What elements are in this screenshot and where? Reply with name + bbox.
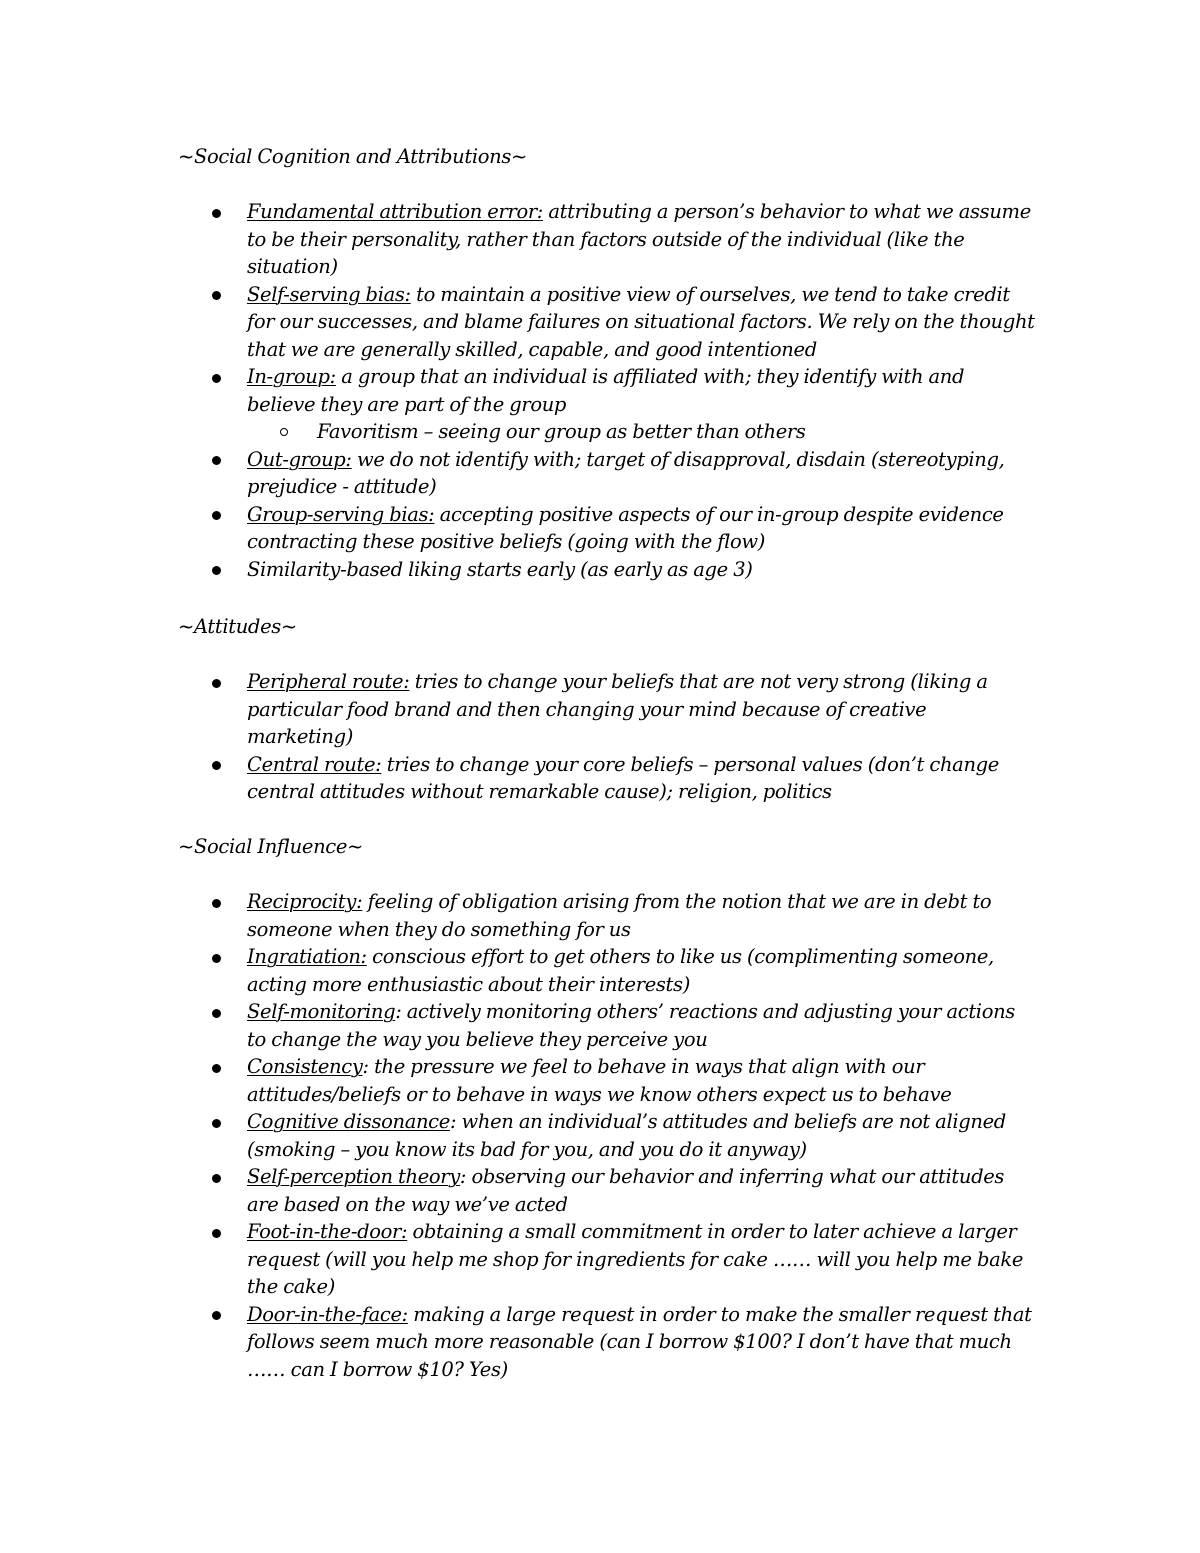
bullet-icon <box>212 1311 221 1320</box>
list-item <box>0 1053 1037 1108</box>
definition-text: feeling of obligation arising from the notion that we are in debt to someone when they do something for us <box>247 890 992 941</box>
definition-text: attributing a person’s behavior to what we assume to be their personality, rather than factors outside of the individual (like the situation) <box>247 200 1031 278</box>
list-item <box>0 556 1037 584</box>
bullet-icon <box>212 566 221 575</box>
bullet-icon <box>212 679 221 688</box>
bullet-icon <box>212 1174 221 1183</box>
bullet-icon <box>212 1229 221 1238</box>
term-label: Group-serving bias: <box>247 502 435 526</box>
list-item <box>0 363 1037 446</box>
hollow-circle-bullet-icon <box>280 428 288 436</box>
bullet-list <box>0 198 1200 583</box>
bullet-icon <box>212 374 221 383</box>
bullet-icon <box>212 761 221 770</box>
list-item <box>0 446 1037 501</box>
definition-text: we do not identify with; target of disapproval, disdain (stereotyping, prejudice - attitude) <box>247 447 1005 498</box>
bullet-icon <box>212 899 221 908</box>
list-item <box>0 281 1037 364</box>
bullet-icon <box>212 1009 221 1018</box>
definition-text: making a large request in order to make the smaller request that follows seem much more reasonable (can I borrow $100? I don’t have that much …… can I borrow $10? Yes) <box>247 1302 1032 1381</box>
sub-item-text: Favoritism – seeing our group as better than others <box>317 420 806 443</box>
list-item <box>0 888 1037 943</box>
definition-text: accepting positive aspects of our in-group despite evidence contracting these positive beliefs (going with the flow) <box>247 502 1004 553</box>
bullet-icon <box>212 954 221 963</box>
section-heading: ~Attitudes~ <box>178 615 297 638</box>
section-heading: ~Social Influence~ <box>178 835 364 858</box>
definition-text: tries to change your beliefs that are not very strong (liking a particular food brand and then changing your mind because of creative marketing) <box>247 670 988 748</box>
sub-list-item <box>245 418 1037 446</box>
definition-text: to maintain a positive view of ourselves, we tend to take credit for our successes, and blame failures on situational factors. We rely on the thought that we are generally skilled, capable, and good intentioned <box>247 282 1035 361</box>
definition-text: : the pressure we feel to behave in ways that align with our attitudes/beliefs or to behave in ways we know others expect us to behave <box>247 1055 952 1106</box>
list-item <box>0 668 1037 751</box>
bullet-icon <box>212 456 221 465</box>
list-item <box>0 501 1037 556</box>
term-label: Fundamental attribution error: <box>247 200 544 223</box>
bullet-icon <box>212 511 221 520</box>
list-item <box>0 1301 1037 1384</box>
list-item <box>0 198 1037 281</box>
definition-text: conscious effort to get others to like us (complimenting someone, acting more enthusiastic about their interests) <box>247 945 994 996</box>
bullet-list <box>0 888 1200 1383</box>
definition-text: a group that an individual is affiliated with; they identify with and believe they are part of the group <box>247 365 965 416</box>
list-item <box>0 943 1037 998</box>
list-item <box>0 1163 1037 1218</box>
definition-text: : observing our behavior and inferring what our attitudes are based on the way we’ve acted <box>247 1165 1005 1216</box>
term-label: Out-group: <box>247 447 352 471</box>
term-label: Self-perception theory <box>247 1165 460 1188</box>
bullet-icon <box>212 291 221 300</box>
definition-text: : actively monitoring others’ reactions and adjusting your actions to change the way you believe they perceive you <box>247 1000 1015 1051</box>
term-label: Door-in-the-face: <box>247 1302 408 1326</box>
term-label: Ingratiation: <box>247 945 367 968</box>
list-item <box>0 1218 1037 1301</box>
list-item <box>0 998 1037 1053</box>
term-label: Foot-in-the-door: <box>247 1220 408 1243</box>
term-label: In-group: <box>247 365 336 388</box>
list-item <box>0 1108 1037 1163</box>
section-heading: ~Social Cognition and Attributions~ <box>178 145 528 168</box>
definition-text: Similarity-based liking starts early (as early as age 3) <box>247 557 753 581</box>
term-label: Self-monitoring <box>247 1000 396 1023</box>
term-label: Self-serving bias: <box>247 282 411 306</box>
bullet-list <box>0 668 1200 806</box>
term-label: Consistency <box>247 1055 363 1078</box>
definition-text: tries to change your core beliefs – personal values (don’t change central attitudes without remarkable cause); religion, politics <box>247 752 999 803</box>
definition-text: : when an individual’s attitudes and beliefs are not aligned (smoking – you know its bad for you, and you do it anyway) <box>247 1110 1006 1161</box>
bullet-icon <box>212 1064 221 1073</box>
bullet-icon <box>212 209 221 218</box>
bullet-icon <box>212 1119 221 1128</box>
term-label: Central route: <box>247 752 382 776</box>
definition-text: obtaining a small commitment in order to later achieve a larger request (will you help me shop for ingredients for cake …… will you help me bake the cake) <box>247 1220 1024 1298</box>
list-item <box>0 751 1037 806</box>
term-label: Cognitive dissonance <box>247 1110 450 1133</box>
sub-list <box>247 418 1037 446</box>
term-label: Reciprocity: <box>247 890 363 913</box>
term-label: Peripheral route: <box>247 670 410 693</box>
